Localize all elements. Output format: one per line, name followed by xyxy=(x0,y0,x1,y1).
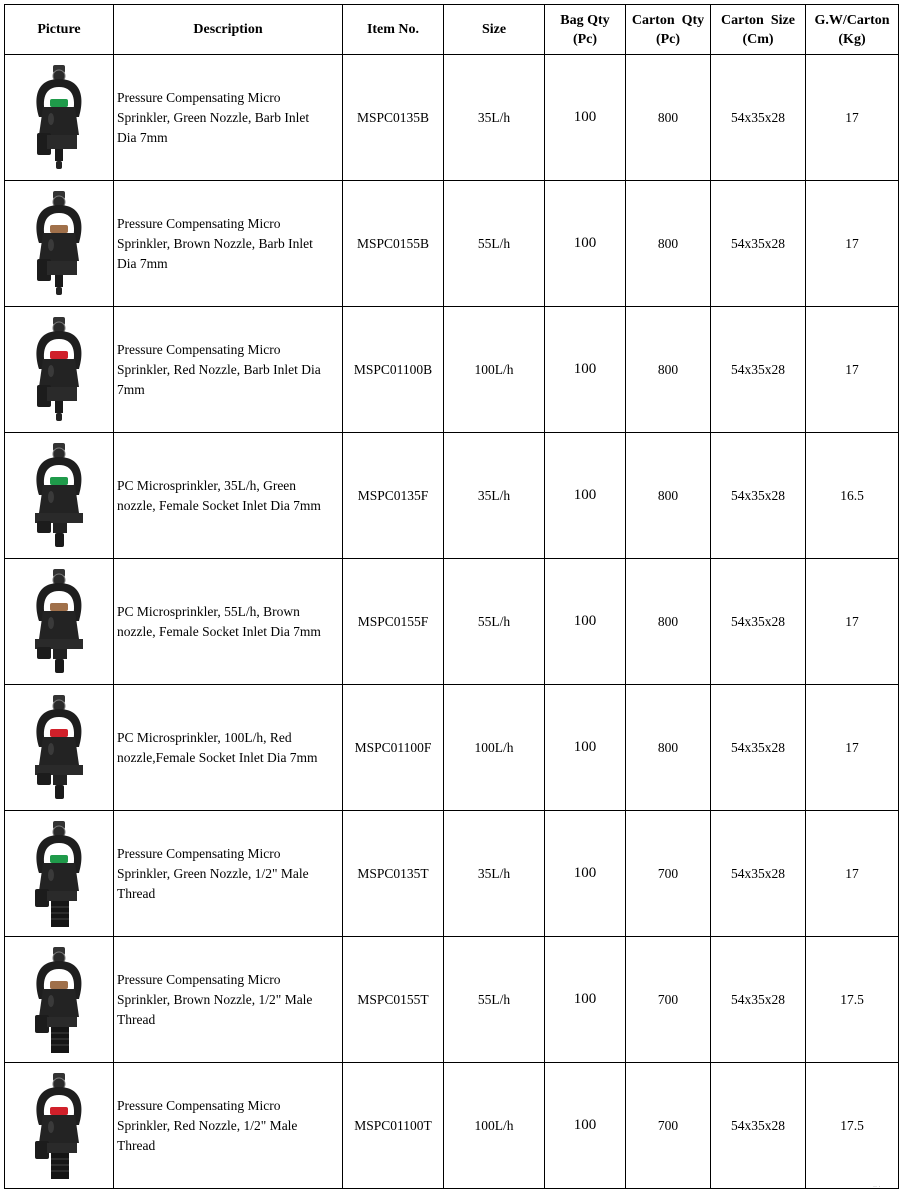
carton-qty-cell: 800 xyxy=(626,685,711,811)
size-cell: 55L/h xyxy=(444,559,545,685)
header-item-no: Item No. xyxy=(343,5,444,55)
description-line: Thread xyxy=(117,1137,156,1153)
header-carton-size xyxy=(711,5,806,55)
carton-size-cell: 54x35x28 xyxy=(711,433,806,559)
header-carton-qty-line2: (Pc) xyxy=(655,31,681,47)
size-cell: 55L/h xyxy=(444,937,545,1063)
bag-qty-cell: 100 xyxy=(545,55,626,181)
header-carton-size-line2: (Cm) xyxy=(742,31,774,47)
carton-qty-cell: 800 xyxy=(626,559,711,685)
size-cell: 100L/h xyxy=(444,685,545,811)
size-cell: 55L/h xyxy=(444,181,545,307)
item-no-cell: MSPC0135B xyxy=(343,55,444,181)
carton-size-cell: 54x35x28 xyxy=(711,811,806,937)
description-cell xyxy=(114,937,343,1063)
item-no-cell: MSPC0135T xyxy=(343,811,444,937)
gross-weight-cell: 17 xyxy=(806,55,899,181)
header-carton-qty xyxy=(626,5,711,55)
size-cell: 35L/h xyxy=(444,433,545,559)
item-no-cell: MSPC01100B xyxy=(343,307,444,433)
description-line: Sprinkler, Red Nozzle, Barb Inlet Dia xyxy=(117,361,321,377)
table-row xyxy=(5,937,899,1063)
size-cell: 35L/h xyxy=(444,55,545,181)
description-line: Pressure Compensating Micro xyxy=(117,1097,281,1113)
sprinkler-product-image xyxy=(5,811,113,936)
description-line: Thread xyxy=(117,885,156,901)
item-no-cell: MSPC0155F xyxy=(343,559,444,685)
item-no-cell: MSPC01100T xyxy=(343,1063,444,1189)
carton-qty-cell: 800 xyxy=(626,181,711,307)
item-no-cell: MSPC01100F xyxy=(343,685,444,811)
description-line: nozzle, Female Socket Inlet Dia 7mm xyxy=(117,497,321,513)
header-picture: Picture xyxy=(5,5,114,55)
description-line: PC Microsprinkler, 100L/h, Red xyxy=(117,729,292,745)
header-bag-qty-line2: (Pc) xyxy=(572,31,598,47)
bag-qty-cell: 100 xyxy=(545,811,626,937)
header-carton-qty-line1: Carton Qty xyxy=(631,12,705,28)
gross-weight-cell: 17 xyxy=(806,685,899,811)
bag-qty-cell: 100 xyxy=(545,307,626,433)
header-size: Size xyxy=(444,5,545,55)
sprinkler-product-image xyxy=(5,937,113,1062)
bag-qty-cell: 100 xyxy=(545,181,626,307)
carton-qty-cell: 800 xyxy=(626,55,711,181)
bag-qty-cell: 100 xyxy=(545,685,626,811)
sprinkler-product-image xyxy=(5,307,113,432)
table-row xyxy=(5,433,899,559)
header-row xyxy=(5,5,899,55)
description-line: Dia 7mm xyxy=(117,129,168,145)
carton-qty-cell: 800 xyxy=(626,433,711,559)
header-gross-weight xyxy=(806,5,899,55)
product-spec-table xyxy=(4,4,899,1189)
carton-qty-cell: 700 xyxy=(626,937,711,1063)
description-cell xyxy=(114,811,343,937)
description-line: Pressure Compensating Micro xyxy=(117,341,281,357)
description-cell xyxy=(114,559,343,685)
description-line: Sprinkler, Brown Nozzle, Barb Inlet xyxy=(117,235,313,251)
carton-qty-cell: 700 xyxy=(626,1063,711,1189)
sprinkler-product-image xyxy=(5,55,113,180)
description-cell xyxy=(114,55,343,181)
header-carton-size-line1: Carton Size xyxy=(721,12,795,28)
gross-weight-cell: 17 xyxy=(806,307,899,433)
description-cell xyxy=(114,685,343,811)
description-line: 7mm xyxy=(117,381,145,397)
description-cell xyxy=(114,181,343,307)
table-row xyxy=(5,1063,899,1189)
description-line: Dia 7mm xyxy=(117,255,168,271)
item-no-cell: MSPC0155B xyxy=(343,181,444,307)
description-cell xyxy=(114,1063,343,1189)
header-gross-weight-line1: G.W/Carton xyxy=(814,12,890,28)
sprinkler-product-image xyxy=(5,433,113,558)
table-row xyxy=(5,559,899,685)
gross-weight-cell: 17 xyxy=(806,559,899,685)
header-description: Description xyxy=(114,5,343,55)
gross-weight-cell: 17 xyxy=(806,181,899,307)
bag-qty-cell: 100 xyxy=(545,937,626,1063)
description-cell xyxy=(114,433,343,559)
product-picture-cell xyxy=(5,937,114,1063)
item-no-cell: MSPC0155T xyxy=(343,937,444,1063)
description-line: Sprinkler, Brown Nozzle, 1/2" Male xyxy=(117,991,313,1007)
gross-weight-cell: 17.5 xyxy=(806,937,899,1063)
description-line: Sprinkler, Red Nozzle, 1/2" Male xyxy=(117,1117,298,1133)
description-line: Pressure Compensating Micro xyxy=(117,215,281,231)
carton-size-cell: 54x35x28 xyxy=(711,937,806,1063)
carton-size-cell: 54x35x28 xyxy=(711,55,806,181)
description-line: Pressure Compensating Micro xyxy=(117,845,281,861)
carton-size-cell: 54x35x28 xyxy=(711,559,806,685)
description-line: Sprinkler, Green Nozzle, 1/2" Male xyxy=(117,865,309,881)
carton-size-cell: 54x35x28 xyxy=(711,181,806,307)
page-corner-mark: ·· · xyxy=(873,1184,881,1190)
item-no-cell: MSPC0135F xyxy=(343,433,444,559)
description-line: PC Microsprinkler, 35L/h, Green xyxy=(117,477,297,493)
description-line: Sprinkler, Green Nozzle, Barb Inlet xyxy=(117,109,310,125)
product-picture-cell xyxy=(5,685,114,811)
header-bag-qty xyxy=(545,5,626,55)
description-cell xyxy=(114,307,343,433)
table-row xyxy=(5,307,899,433)
product-picture-cell xyxy=(5,181,114,307)
carton-size-cell: 54x35x28 xyxy=(711,1063,806,1189)
description-line: nozzle,Female Socket Inlet Dia 7mm xyxy=(117,749,318,765)
bag-qty-cell: 100 xyxy=(545,433,626,559)
description-line: Pressure Compensating Micro xyxy=(117,89,281,105)
carton-qty-cell: 700 xyxy=(626,811,711,937)
size-cell: 100L/h xyxy=(444,1063,545,1189)
bag-qty-cell: 100 xyxy=(545,559,626,685)
gross-weight-cell: 16.5 xyxy=(806,433,899,559)
carton-size-cell: 54x35x28 xyxy=(711,685,806,811)
carton-size-cell: 54x35x28 xyxy=(711,307,806,433)
bag-qty-cell: 100 xyxy=(545,1063,626,1189)
gross-weight-cell: 17.5 xyxy=(806,1063,899,1189)
table-row xyxy=(5,55,899,181)
table-row xyxy=(5,685,899,811)
sprinkler-product-image xyxy=(5,181,113,306)
header-gross-weight-line2: (Kg) xyxy=(838,31,866,47)
sprinkler-product-image xyxy=(5,1063,113,1188)
header-bag-qty-line1: Bag Qty xyxy=(560,12,610,28)
gross-weight-cell: 17 xyxy=(806,811,899,937)
table-row xyxy=(5,181,899,307)
product-picture-cell xyxy=(5,433,114,559)
description-line: PC Microsprinkler, 55L/h, Brown xyxy=(117,603,300,619)
product-picture-cell xyxy=(5,307,114,433)
carton-qty-cell: 800 xyxy=(626,307,711,433)
sprinkler-product-image xyxy=(5,559,113,684)
size-cell: 35L/h xyxy=(444,811,545,937)
description-line: Pressure Compensating Micro xyxy=(117,971,281,987)
sprinkler-product-image xyxy=(5,685,113,810)
product-picture-cell xyxy=(5,1063,114,1189)
size-cell: 100L/h xyxy=(444,307,545,433)
description-line: Thread xyxy=(117,1011,156,1027)
table-row xyxy=(5,811,899,937)
description-line: nozzle, Female Socket Inlet Dia 7mm xyxy=(117,623,321,639)
product-picture-cell xyxy=(5,55,114,181)
product-picture-cell xyxy=(5,559,114,685)
product-picture-cell xyxy=(5,811,114,937)
